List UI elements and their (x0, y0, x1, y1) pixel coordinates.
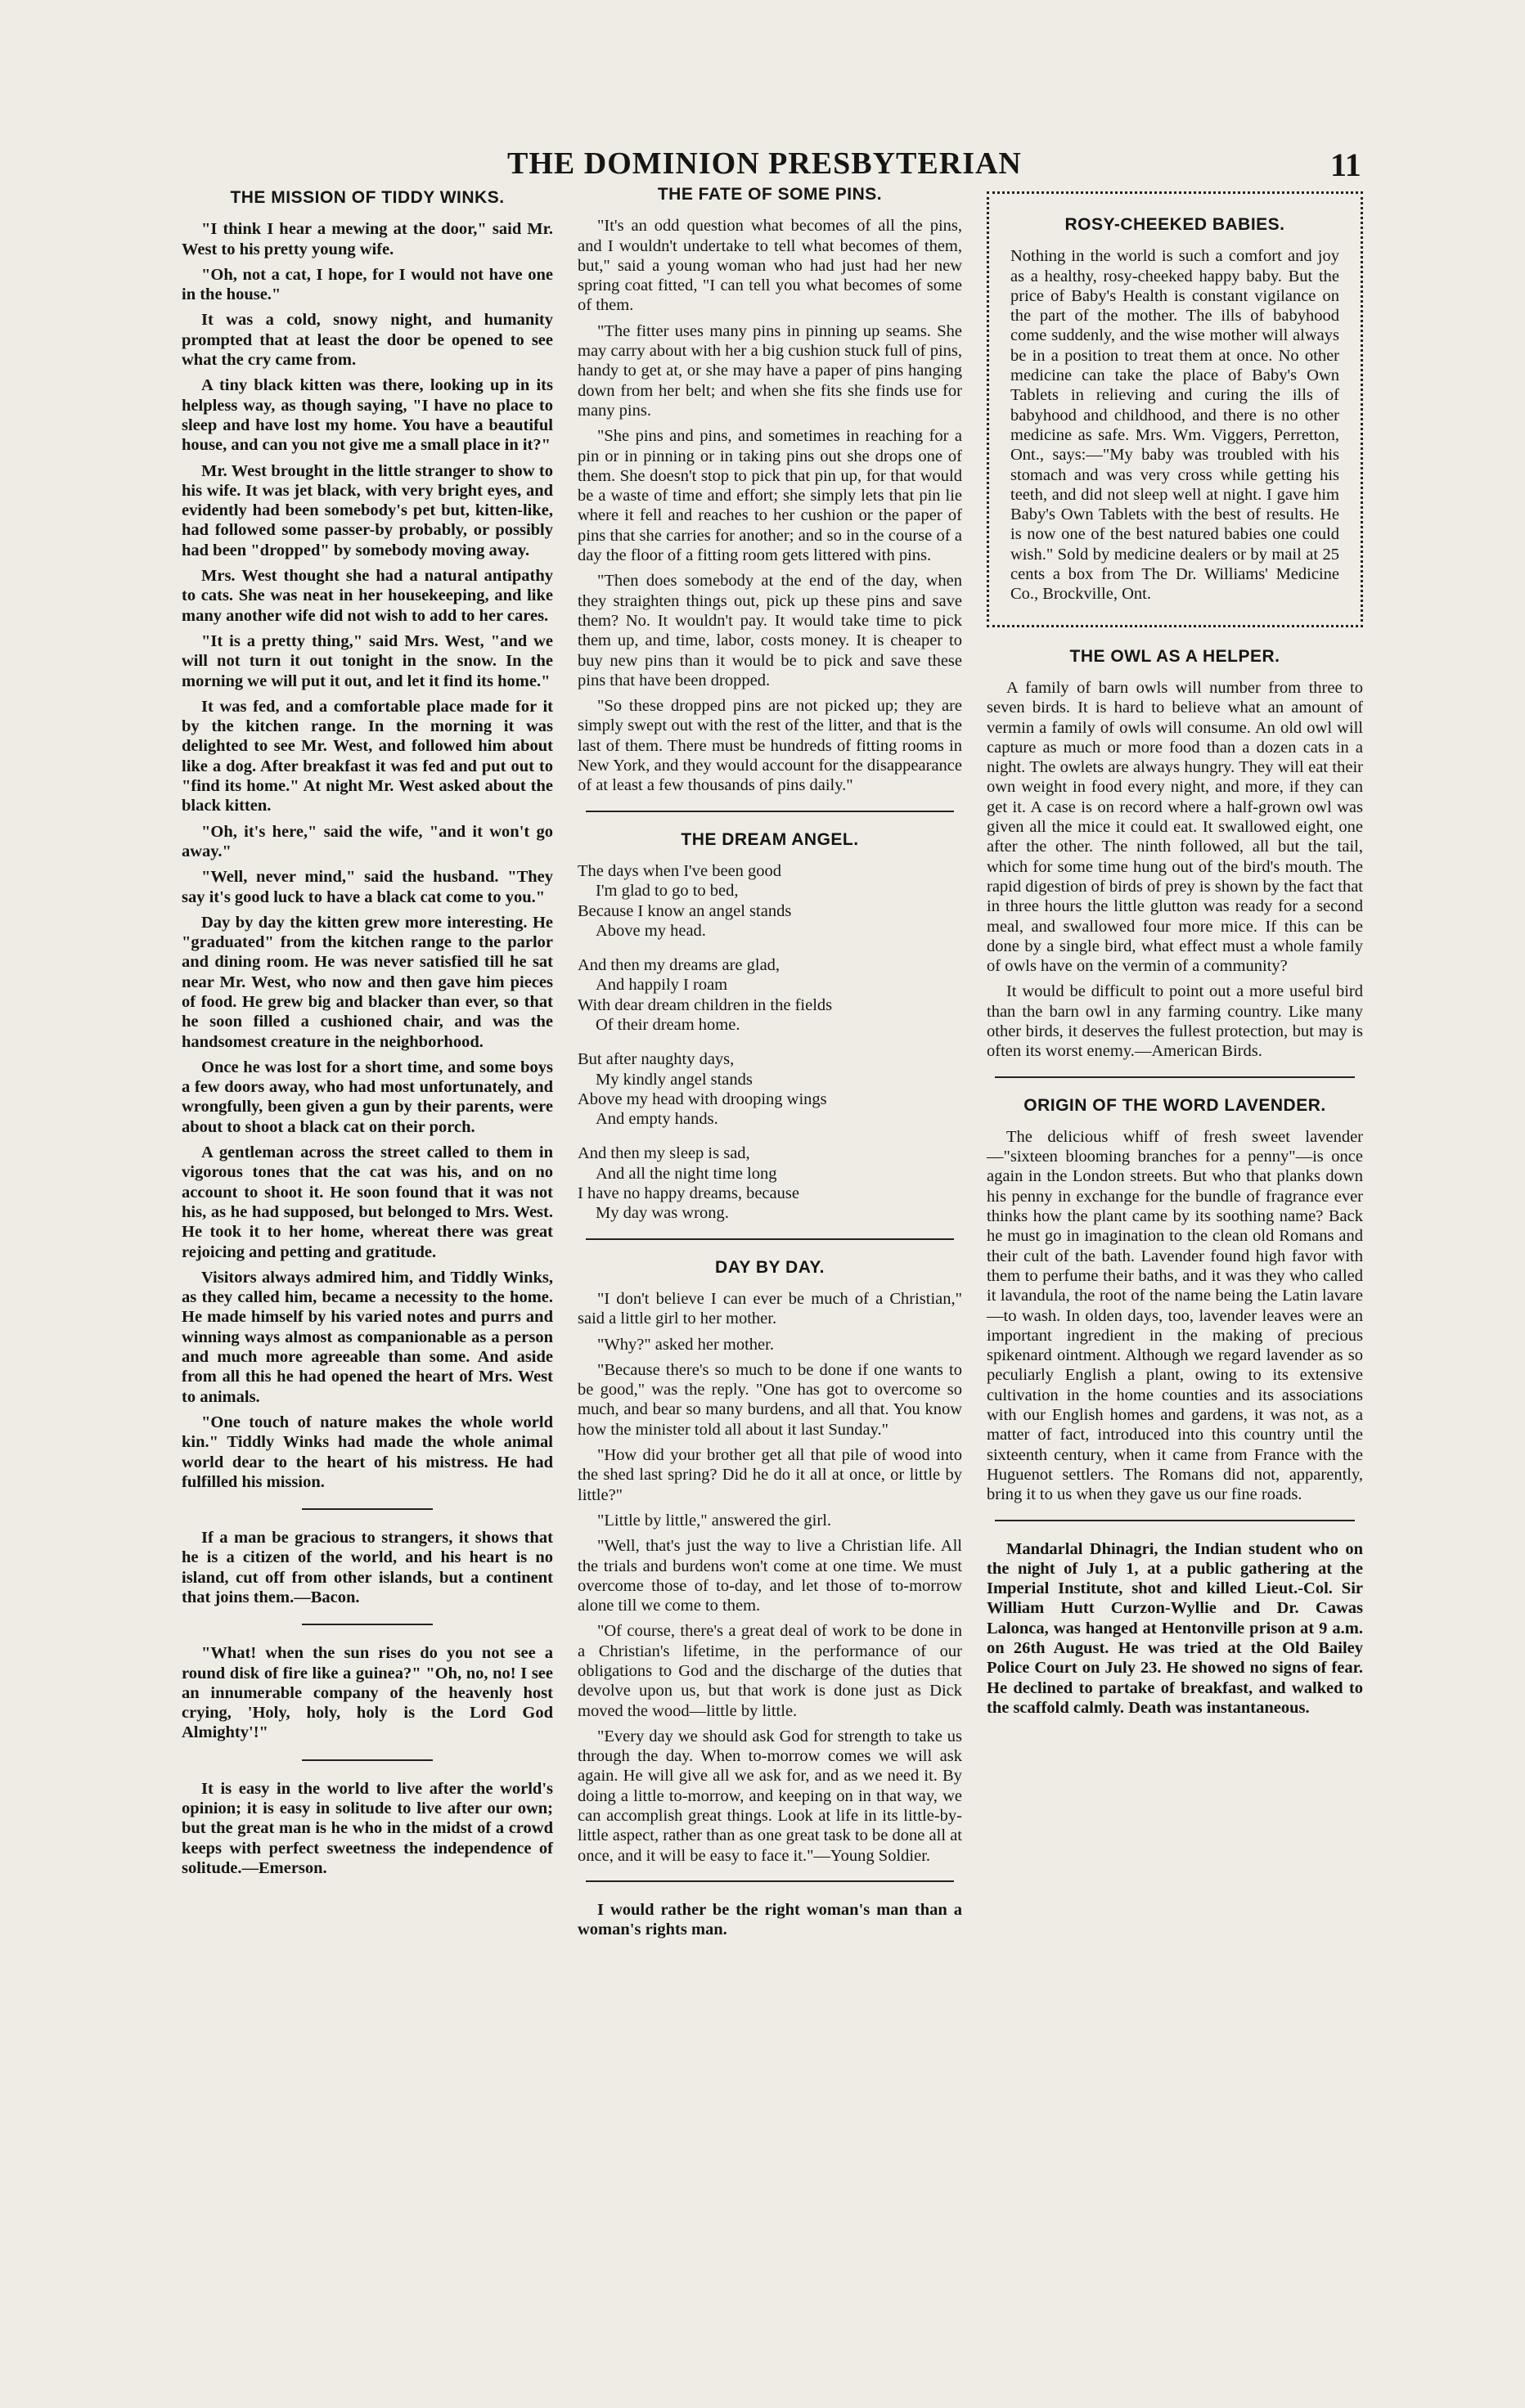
paragraph: Mrs. West thought she had a natural antipathy to cats. She was neat in her housekeeping, and like many another wife did not wish to add to her cares. (182, 567, 553, 625)
section-divider (586, 811, 954, 812)
poem-line: I'm glad to go to bed, (596, 882, 739, 901)
paragraph: "So these dropped pins are not picked up; they are simply swept out with the rest of the litter, and that is the last of them. There must be hundreds of fitting rooms in New York, and they would account for the disappearance of at least a few thousands of pins daily." (578, 697, 962, 795)
section-divider (586, 1880, 954, 1882)
advertisement-text: Nothing in the world is such a comfort and joy as a healthy, rosy-cheeked happy baby. But the price of Baby's Health is constant vigilance on the part of the mother. The ills of babyhood come suddenly, and the wise mother will always be in a position to treat them at once. No other medicine can take the place of Baby's Own Tablets in relieving and curing the ills of babyhood and childhood, and there is no other medicine as safe. Mrs. Wm. Viggers, Perretton, Ont., says:—"My baby was troubled with his stomach and was very cross while getting his teeth, and did not sleep well at night. I gave him Baby's Own Tablets with the best of results. He is now one of the best natured babies one could wish." Sold by medicine dealers or by mail at 25 cents a box from The Dr. Williams' Medicine Co., Brockville, Ont. (1010, 247, 1339, 604)
poem-line: My day was wrong. (596, 1204, 729, 1223)
section-divider (995, 1076, 1355, 1078)
poem-line: Above my head. (596, 921, 706, 940)
paragraph: "Well, that's just the way to live a Christian life. All the trials and burdens won't come at one time. We must overcome those of to-day, and let those of to-morrow alone till we come to them. (578, 1537, 962, 1615)
paragraph: A family of barn owls will number from three to seven birds. It is hard to believe what an amount of vermin a family of owls will consume. An old owl will capture as much or more food than a dozen cats in a night. The owlets are always hungry. They will eat their own weight in food every night, and more, if they can get it. A case is on record where a half-grown owl was given all the mice it could eat. It swallowed eight, one after the other. The ninth followed, all but the tail, which for some time hung out of the bird's mouth. The rapid digestion of birds of prey is shown by the fact that in three hours the little glutton was ready for a second meal, and swallowed four more mice. If this can be done by a single bird, what effect must a whole family of owls have on the vermin of a community? (987, 678, 1363, 976)
poem-line: The days when I've been good (578, 861, 782, 880)
paragraph: Once he was lost for a short time, and some boys a few doors away, who had most unfortunately, and wrongfully, been given a gun by their parents, were about to shoot a black cat on their porch. (182, 1058, 553, 1136)
article-heading: THE MISSION OF TIDDY WINKS. (230, 188, 505, 207)
section-divider (302, 1508, 433, 1510)
paragraph: A tiny black kitten was there, looking up in its helpless way, as though saying, "I have no place to sleep and have lost my home. You have a beautiful house, and can you not give me a small place in it?" (182, 376, 553, 455)
news-item-dhingra: Mandarlal Dhinagri, the Indian student who on the night of July 1, at a public gathering at the Imperial Institute, shot and killed Lieut.-Col. Sir William Hutt Curzon-Wyllie and Dr. Cawas Lalonca, was hanged at Hentonville prison at 9 a.m. on 26th August. He was tried at the Old Bailey Police Court on July 23. He showed no signs of fear. He declined to partake of breakfast, and walked to the scaffold calmly. Death was instantaneous. (987, 1539, 1363, 1717)
paragraph: "Well, never mind," said the husband. "They say it's good luck to have a black cat come to you." (182, 868, 553, 906)
paragraph: "Oh, it's here," said the wife, "and it won't go away." (182, 822, 553, 860)
poem-line: I have no happy dreams, because (578, 1184, 799, 1203)
section-divider (302, 1759, 433, 1761)
section-divider (586, 1238, 954, 1240)
poem-line: And all the night time long (596, 1164, 777, 1183)
paragraph: "I don't believe I can ever be much of a Christian," said a little girl to her mother. (578, 1289, 962, 1328)
advertisement-box (987, 191, 1363, 627)
paragraph: "It's an odd question what becomes of all the pins, and I wouldn't undertake to tell what becomes of them, but," said a young woman who had just had her new spring coat fitted, "I can tell you what becomes of some of them. (578, 217, 962, 315)
column-left (182, 185, 553, 1884)
paragraph: "One touch of nature makes the whole world kin." Tiddly Winks had made the whole animal world dear to the heart of his mistress. He had fulfilled his mission. (182, 1413, 553, 1491)
paragraph: "Of course, there's a great deal of work to be done in a Christian's lifetime, in the performance of our obligations to God and the discharge of the duties that devolve upon us, but that work is done just as Dick moved the wood—little by little. (578, 1622, 962, 1720)
paragraph: "Every day we should ask God for strength to take us through the day. When to-morrow comes we will ask again. He will give all we ask for, and as we need it. By doing a little to-morrow, and keeping on in that way, we can accomplish great things. Look at life in its little-by-little aspect, rather than as one great task to be done all at once, and it will be easy to face it."—Young Soldier. (578, 1727, 962, 1865)
column-right (987, 185, 1363, 1723)
poem-line: But after naughty days, (578, 1050, 735, 1069)
paragraph: "The fitter uses many pins in pinning up seams. She may carry about with her a big cushion stuck full of pins, handy to get at, or she may have a paper of pins hanging down from her belt; and when she fits she finds use for many pins. (578, 321, 962, 420)
paragraph: It was fed, and a comfortable place made for it by the kitchen range. In the morning it was delighted to see Mr. West, and followed him about like a dog. After breakfast it was fed and put out to "find its home." At night Mr. West asked about the black kitten. (182, 697, 553, 815)
article-body-tiddy-winks (182, 219, 553, 1492)
paragraph: It was a cold, snowy night, and humanity prompted that at least the door be opened to see what the cry came from. (182, 311, 553, 370)
poem-line: Of their dream home. (596, 1015, 740, 1034)
paragraph: Mr. West brought in the little stranger to show to his wife. It was jet black, with very bright eyes, and evidently had been somebody's pet but, kitten-like, had followed some passer-by probably, or possibly had been "dropped" by somebody moving away. (182, 461, 553, 559)
advertisement-heading: ROSY-CHEEKED BABIES. (1064, 215, 1285, 234)
poem-stanza (578, 1049, 962, 1129)
paragraph: Day by day the kitten grew more interesting. He "graduated" from the kitchen range to the parlor and dining room. He was never satisfied till he sat near Mr. West, who now and then gave him pieces of food. He grew big and blacker than ever, so that he soon filled a cushioned chair, and was the handsomest creature in the neighborhood. (182, 913, 553, 1051)
column-middle (578, 185, 962, 1946)
poem-stanza (578, 1143, 962, 1223)
poem-line: And happily I roam (596, 976, 728, 995)
paragraph: "Oh, not a cat, I hope, for I would not have one in the house." (182, 265, 553, 304)
article-heading: ORIGIN OF THE WORD LAVENDER. (1023, 1095, 1326, 1115)
section-divider (995, 1520, 1355, 1521)
paragraph: "Why?" asked her mother. (597, 1335, 774, 1354)
poem-line: And then my dreams are glad, (578, 956, 780, 975)
quote-bacon: If a man be gracious to strangers, it shows that he is a citizen of the world, and his heart is no island, cut off from other islands, but a continent that joins them.—Bacon. (182, 1529, 553, 1606)
quote-emerson: It is easy in the world to live after the world's opinion; it is easy in solitude to live after our own; but the great man is he who in the midst of a crowd keeps with perfect sweetness the independence of solitude.—Emerson. (182, 1779, 553, 1877)
poem-line: And empty hands. (596, 1110, 718, 1129)
poem-stanza (578, 861, 962, 941)
paragraph: "Because there's so much to be done if one wants to be good," was the reply. "One has got to overcome so much, and bear so many burdens, and all that. You know how the minister told all about it last Sunday." (578, 1360, 962, 1439)
section-divider (302, 1624, 433, 1625)
paragraph: It would be difficult to point out a more useful bird than the barn owl in any farming country. Like many other birds, it deserves the fullest protection, but may is often its worst enemy.—American Birds. (987, 982, 1363, 1061)
poem-line: With dear dream children in the fields (578, 995, 833, 1014)
paragraph: Visitors always admired him, and Tiddly Winks, as they called him, became a necessity to the home. He made himself by his varied notes and purrs and winning ways almost as companionable as a person and much more agreeable than some. And aside from all this he had opened the heart of Mrs. West to animals. (182, 1268, 553, 1406)
quote-womans-rights: I would rather be the right woman's man than a woman's rights man. (578, 1900, 962, 1939)
paragraph: "I think I hear a mewing at the door," said Mr. West to his pretty young wife. (182, 220, 553, 258)
paragraph: The delicious whiff of fresh sweet lavender—"sixteen blooming branches for a penny"—is once again in the London streets. But who that planks down his penny in exchange for the bundle of fragrance ever thinks how the plant came by its soothing name? Back he must go in imagination to the clean old Romans and their cult of the bath. Lavender found high favor with them to perfume their baths, and it was they who called it lavandula, the root of the name being the Latin lavare—to wash. In olden days, too, lavender leaves were an important ingredient in the making of precious spikenard ointment. Although we regard lavender as so peculiarly English a plant, owing to its extensive cultivation in the home counties and its associations with our English homes and gardens, it was not, as a matter of fact, introduced into this country until the sixteenth century, when it came from France with the Huguenot settlers. The Romans did not, apparently, bring it to us when they gave us our fine roads. (987, 1127, 1363, 1504)
article-heading: DAY BY DAY. (715, 1257, 825, 1277)
poem-line: Above my head with drooping wings (578, 1089, 827, 1108)
quote-holy: "What! when the sun rises do you not see a round disk of fire like a guinea?" "Oh, no, no! I see an innumerable company of the heavenly host crying, 'Holy, holy, holy is the Lord God Almighty'!" (182, 1644, 553, 1742)
paragraph: A gentleman across the street called to them in vigorous tones that the cat was his, and on no account to shoot it. He soon found that it was not his, as he had supposed, but belonged to Mrs. West. He took it to her home, whereat there was great rejoicing and petting and gratitude. (182, 1143, 553, 1261)
paragraph: "Little by little," answered the girl. (597, 1511, 832, 1530)
page-number: 11 (1330, 146, 1361, 183)
poem-line: My kindly angel stands (596, 1070, 753, 1089)
paragraph: "She pins and pins, and sometimes in reaching for a pin or in pinning or in taking pins out she drops one of them. She doesn't stop to pick that pin up, for that would be a waste of time and effort; she simply lets that pin lie where it fell and reaches to her cushion or the paper of pins that she carries for another; and so in the course of a day the floor of a fitting room gets littered with pins. (578, 427, 962, 565)
poem-line: Because I know an angel stands (578, 901, 792, 920)
article-heading: THE OWL AS A HELPER. (1069, 646, 1280, 666)
poem-stanza (578, 955, 962, 1035)
poem-heading: THE DREAM ANGEL. (681, 829, 859, 849)
masthead-title: THE DOMINION PRESBYTERIAN (507, 146, 1022, 181)
paragraph: "Then does somebody at the end of the day, when they straighten things out, pick up these pins and save them? No. It wouldn't pay. It would take time to pick them up, and time, labor, costs money. It is cheaper to buy new pins than it would be to pick and save these pins that have been dropped. (578, 572, 962, 690)
paragraph: "It is a pretty thing," said Mrs. West, "and we will not turn it out tonight in the snow. In the morning we will put it out, and let it find its home." (182, 631, 553, 690)
article-heading: THE FATE OF SOME PINS. (657, 185, 883, 204)
paragraph: "How did your brother get all that pile of wood into the shed last spring? Did he do it all at once, or little by little?" (578, 1446, 962, 1504)
poem-line: And then my sleep is sad, (578, 1144, 750, 1163)
